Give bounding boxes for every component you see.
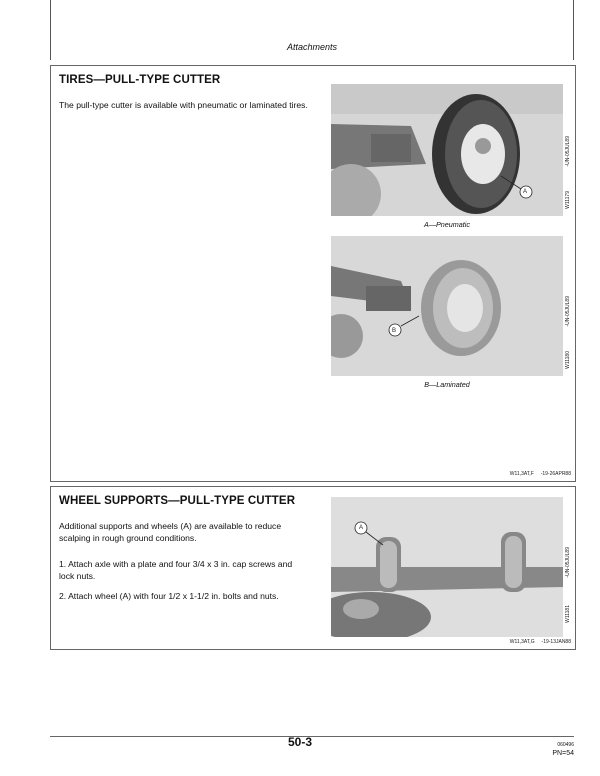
footer-code: 060496 [557,742,574,748]
reference-code: W11,3AT,F -19-26APR88 [509,471,571,477]
laminated-tire-photo [331,236,563,376]
figure-caption: A—Pneumatic [424,220,470,229]
footer-pn: PN=54 [552,750,574,757]
figure-code: -UN-05JUL89 [565,547,571,578]
section-paragraph: The pull-type cutter is available with pneumatic or laminated tires. [59,100,308,110]
section-paragraph: 2. Attach wheel (A) with four 1/2 x 1-1/2 in. bolts and nuts. [59,591,279,601]
callout-a: A [523,189,528,195]
section-paragraph: Additional supports and wheels (A) are available to reduce scalping in rough ground conditions. [59,521,282,543]
figure-code: W11179 [565,191,571,209]
section-title: WHEEL SUPPORTS—PULL-TYPE CUTTER [59,495,296,507]
wheel-supports-photo [331,497,563,637]
section-tires [50,65,576,482]
figure-code: W11181 [565,605,571,623]
page-header: Attachments [286,42,338,52]
figure-code: -UN-05JUL89 [565,296,571,327]
figure-code: -UN-05JUL89 [565,136,571,167]
callout-a: A [359,525,364,531]
figure-caption: B—Laminated [424,380,470,389]
reference-code: W11,3AT,G -19-13JAN88 [509,639,571,645]
callout-b: B [392,328,397,334]
section-title: TIRES—PULL-TYPE CUTTER [59,74,221,86]
section-paragraph: 1. Attach axle with a plate and four 3/4 x 3 in. cap screws and lock nuts. [59,559,293,581]
pneumatic-tire-photo [331,84,563,216]
figure-code: W11180 [565,351,571,369]
page-number: 50-3 [287,735,313,749]
section-wheel-supports [50,486,576,650]
